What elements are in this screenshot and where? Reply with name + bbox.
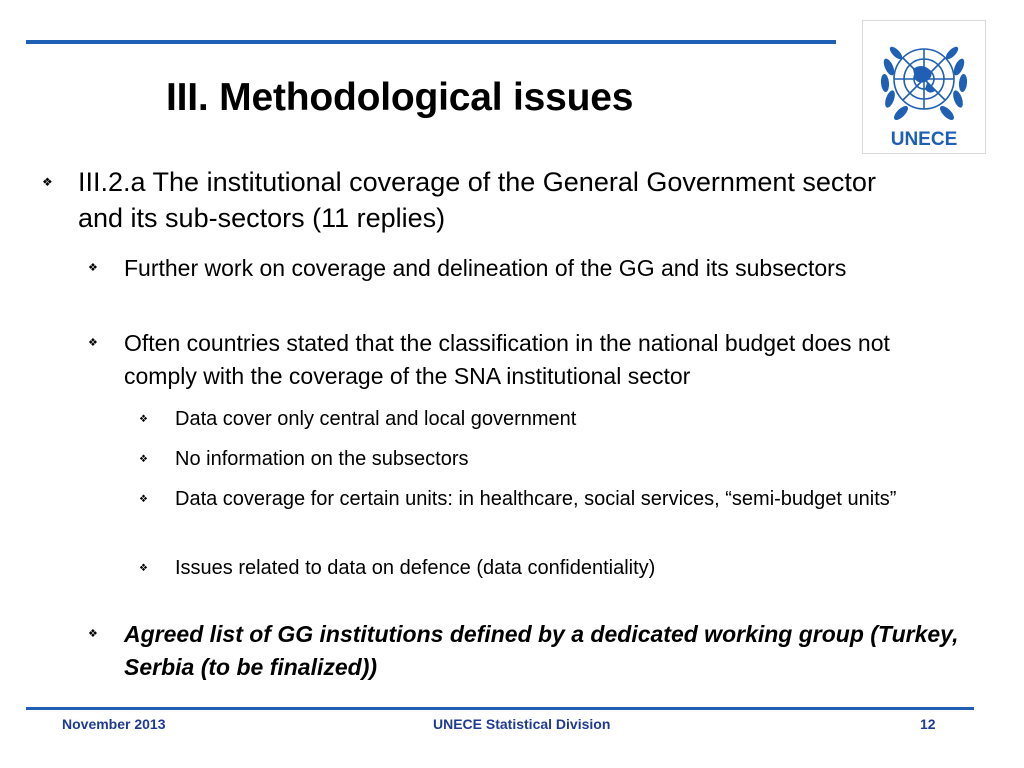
bullet-level3-central-local: [139, 405, 965, 434]
bullet-level3-no-information: [139, 445, 965, 474]
bullet-level2-agreed-list: [88, 618, 964, 684]
bullet-text: Further work on coverage and delineation of the GG and its subsectors: [124, 255, 847, 281]
bullet-text: Often countries stated that the classification in the national budget does not comply with the coverage of the SNA institutional sector: [124, 330, 890, 389]
diamond-bullet-icon: ❖: [88, 337, 98, 349]
bullet-text: III.2.a The institutional coverage of the General Government sector and its sub-sectors (11 replies): [78, 167, 876, 233]
bullet-level3-defence: [139, 554, 965, 583]
diamond-bullet-icon: ❖: [42, 175, 53, 189]
bullet-text: Data coverage for certain units: in healthcare, social services, “semi-budget units”: [175, 488, 897, 510]
bullet-level2-further-work: [88, 252, 964, 285]
footer-divider: [26, 707, 974, 710]
diamond-bullet-icon: ❖: [139, 414, 148, 425]
bullet-level2-classification: [88, 327, 964, 393]
diamond-bullet-icon: ❖: [88, 262, 98, 274]
bullet-text: No information on the subsectors: [175, 448, 469, 470]
bullet-text: Data cover only central and local government: [175, 408, 577, 430]
bullet-text: Agreed list of GG institutions defined by a dedicated working group (Turkey, Serbia (to be finalized)): [124, 621, 959, 680]
slide-title: III. Methodological issues: [166, 76, 634, 119]
footer-organization: UNECE Statistical Division: [433, 716, 611, 732]
diamond-bullet-icon: ❖: [88, 628, 98, 640]
bullet-level3-data-coverage: [139, 485, 965, 514]
bullet-text: Issues related to data on defence (data confidentiality): [175, 557, 656, 579]
page-number: 12: [920, 716, 936, 732]
bullet-level1-institutional-coverage: [42, 164, 878, 236]
diamond-bullet-icon: ❖: [139, 454, 148, 465]
diamond-bullet-icon: ❖: [139, 494, 148, 505]
footer-date: November 2013: [62, 716, 166, 732]
logo-label: UNECE: [890, 129, 958, 150]
diamond-bullet-icon: ❖: [139, 563, 148, 574]
